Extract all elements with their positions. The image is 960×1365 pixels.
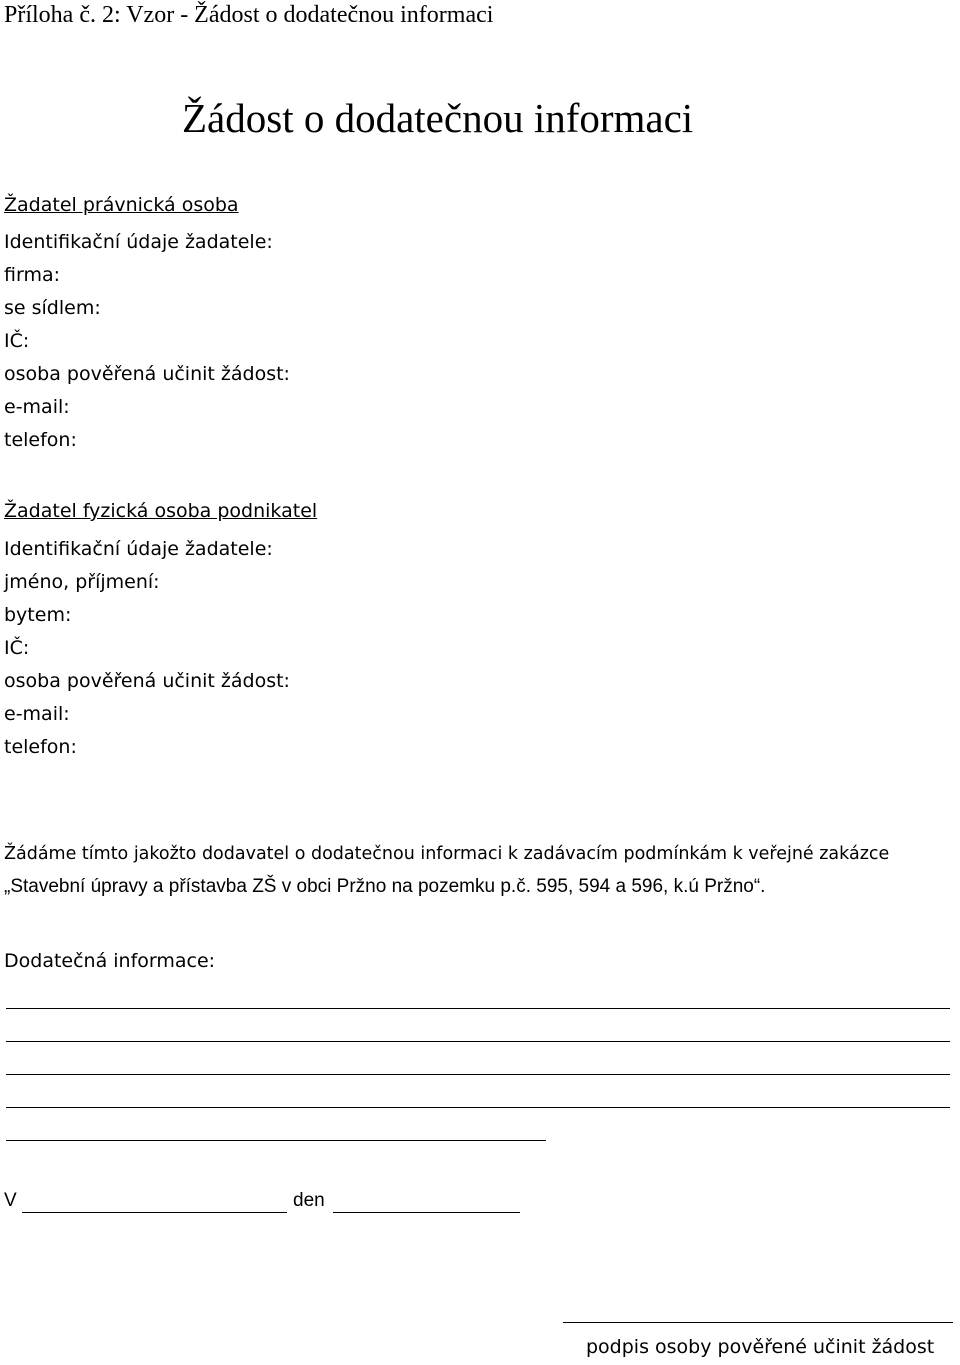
section-heading-legal-entity: Žadatel právnická osoba xyxy=(4,194,239,216)
answer-line xyxy=(6,1140,546,1141)
additional-info-label: Dodatečná informace: xyxy=(4,950,216,972)
field-label: IČ: xyxy=(4,330,30,352)
place-label: V xyxy=(4,1190,17,1211)
signature-line xyxy=(563,1322,953,1323)
contract-name: „Stavební úpravy a přístavba ZŠ v obci Pržno na pozemku p.č. 595, 594 a 596, k.ú Pržno“. xyxy=(4,876,766,897)
field-label: e-mail: xyxy=(4,396,70,418)
field-label: osoba pověřená učinit žádost: xyxy=(4,670,290,692)
date-line xyxy=(333,1212,520,1213)
field-label: firma: xyxy=(4,264,60,286)
document-title: Žádost o dodatečnou informaci xyxy=(182,95,694,141)
field-label: Identifikační údaje žadatele: xyxy=(4,231,273,253)
answer-line xyxy=(6,1107,950,1108)
field-label: telefon: xyxy=(4,429,77,451)
place-line xyxy=(22,1212,287,1213)
field-label: IČ: xyxy=(4,637,30,659)
field-label: jméno, příjmení: xyxy=(4,571,160,593)
field-label: Identifikační údaje žadatele: xyxy=(4,538,273,560)
field-label: bytem: xyxy=(4,604,72,626)
field-label: telefon: xyxy=(4,736,77,758)
answer-line xyxy=(6,1041,950,1042)
signature-label: podpis osoby pověřené učinit žádost xyxy=(586,1336,935,1358)
request-text: Žádáme tímto jakožto dodavatel o dodatečnou informaci k zadávacím podmínkám k veřejné zakázce xyxy=(4,844,890,864)
field-label: osoba pověřená učinit žádost: xyxy=(4,363,290,385)
answer-line xyxy=(6,1074,950,1075)
field-label: e-mail: xyxy=(4,703,70,725)
date-label: den xyxy=(293,1190,325,1211)
annex-header: Příloha č. 2: Vzor - Žádost o dodatečnou informaci xyxy=(4,2,494,28)
section-heading-natural-person: Žadatel fyzická osoba podnikatel xyxy=(4,500,318,522)
answer-line xyxy=(6,1008,950,1009)
field-label: se sídlem: xyxy=(4,297,101,319)
